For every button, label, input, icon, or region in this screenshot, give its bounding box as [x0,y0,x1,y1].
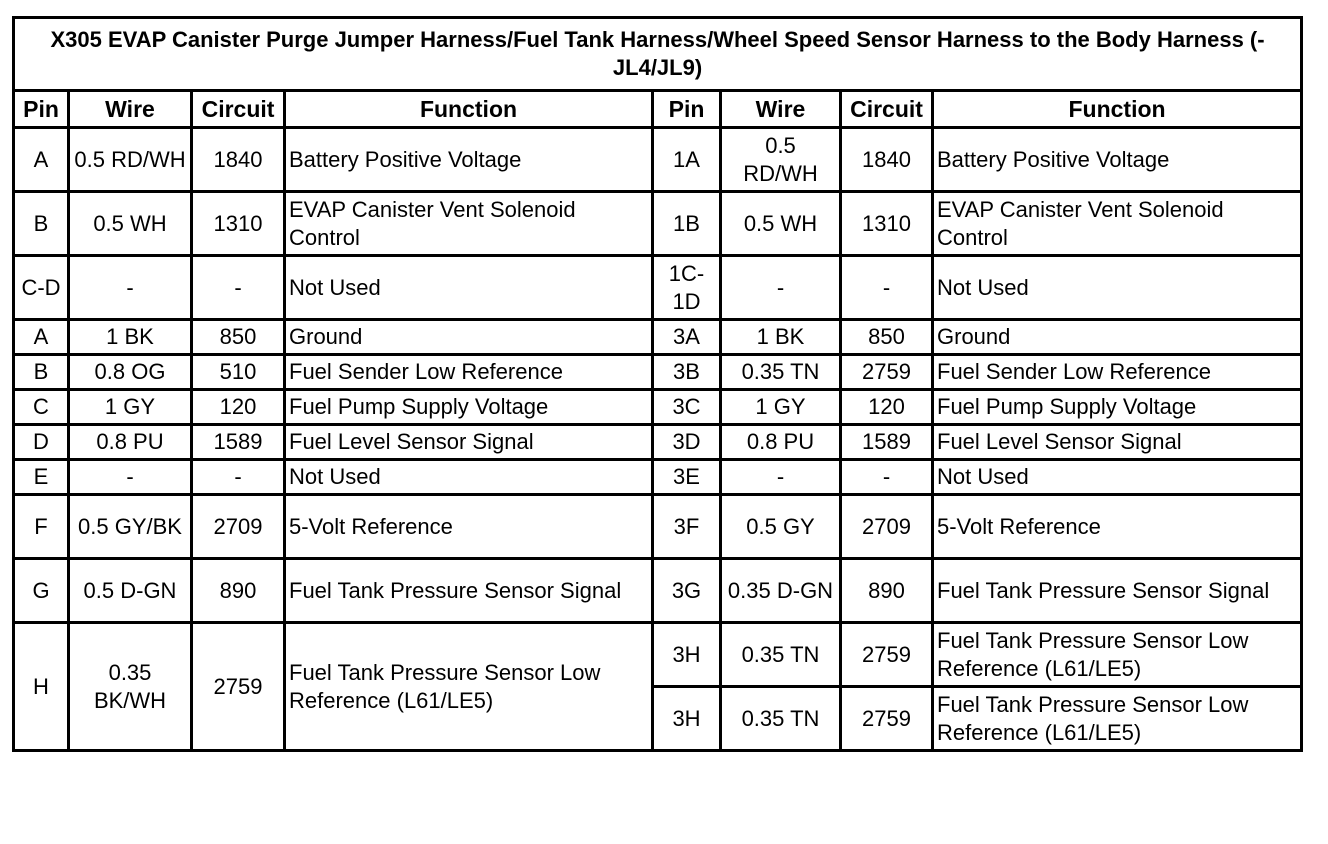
pin-cell: B [14,192,69,256]
circuit-cell: 510 [192,355,285,390]
pin-cell: B [14,355,69,390]
header-wire: Wire [69,91,192,128]
function-cell: Fuel Tank Pressure Sensor Low Reference (L61/LE5) [285,623,653,751]
wire-cell-2: 0.35 TN [721,355,841,390]
pin-cell-2: 3A [653,320,721,355]
circuit-cell-2: 120 [841,390,933,425]
function-cell-2: Fuel Pump Supply Voltage [933,390,1302,425]
wire-cell: 1 BK [69,320,192,355]
wire-cell-2: 0.35 TN [721,687,841,751]
function-cell: Ground [285,320,653,355]
circuit-cell: 120 [192,390,285,425]
table-row [14,390,1302,425]
pin-cell-2: 1A [653,128,721,192]
function-cell: Fuel Sender Low Reference [285,355,653,390]
pin-cell-2: 1C-1D [653,256,721,320]
wire-cell: 0.8 PU [69,425,192,460]
circuit-cell: 2709 [192,495,285,559]
pin-cell-2: 3E [653,460,721,495]
pin-cell: D [14,425,69,460]
pin-cell: H [14,623,69,751]
table-row [14,192,1302,256]
wire-cell: 0.5 GY/BK [69,495,192,559]
table-row [14,256,1302,320]
wire-cell: 0.8 OG [69,355,192,390]
function-cell-2: Fuel Sender Low Reference [933,355,1302,390]
pin-cell: C-D [14,256,69,320]
header-wire-2: Wire [721,91,841,128]
circuit-cell: - [192,256,285,320]
header-pin: Pin [14,91,69,128]
pin-cell-2: 3H [653,687,721,751]
function-cell-2: 5-Volt Reference [933,495,1302,559]
circuit-cell: 2759 [192,623,285,751]
wire-cell: - [69,460,192,495]
table-row [14,460,1302,495]
wire-cell: - [69,256,192,320]
wire-cell-2: 1 BK [721,320,841,355]
function-cell: Fuel Level Sensor Signal [285,425,653,460]
table-title: X305 EVAP Canister Purge Jumper Harness/Fuel Tank Harness/Wheel Speed Sensor Harness to the Body Harness (- JL4/JL9) [14,18,1302,91]
pin-cell-2: 3C [653,390,721,425]
table-row [14,559,1302,623]
function-cell: Fuel Tank Pressure Sensor Signal [285,559,653,623]
pin-cell-2: 3F [653,495,721,559]
circuit-cell-2: 1310 [841,192,933,256]
wire-cell: 1 GY [69,390,192,425]
function-cell: 5-Volt Reference [285,495,653,559]
pin-cell-2: 3B [653,355,721,390]
wire-cell-2: 0.8 PU [721,425,841,460]
circuit-cell: 890 [192,559,285,623]
circuit-cell-2: - [841,256,933,320]
header-circuit-2: Circuit [841,91,933,128]
pin-cell: C [14,390,69,425]
function-cell: Fuel Pump Supply Voltage [285,390,653,425]
function-cell-2: Battery Positive Voltage [933,128,1302,192]
table-row [14,495,1302,559]
pin-cell: A [14,320,69,355]
function-cell-2: Fuel Tank Pressure Sensor Low Reference (L61/LE5) [933,623,1302,687]
function-cell-2: EVAP Canister Vent Solenoid Control [933,192,1302,256]
pin-cell-2: 3D [653,425,721,460]
circuit-cell: - [192,460,285,495]
circuit-cell-2: 850 [841,320,933,355]
circuit-cell: 1310 [192,192,285,256]
header-pin-2: Pin [653,91,721,128]
header-function: Function [285,91,653,128]
wire-cell-2: 1 GY [721,390,841,425]
header-function-2: Function [933,91,1302,128]
pin-cell: E [14,460,69,495]
pin-cell: F [14,495,69,559]
circuit-cell-2: 2759 [841,623,933,687]
function-cell: Not Used [285,460,653,495]
pin-cell-2: 1B [653,192,721,256]
wire-cell: 0.5 RD/WH [69,128,192,192]
function-cell-2: Fuel Level Sensor Signal [933,425,1302,460]
pin-cell-2: 3H [653,623,721,687]
circuit-cell-2: 1840 [841,128,933,192]
table-row [14,623,1302,687]
circuit-cell-2: - [841,460,933,495]
circuit-cell: 850 [192,320,285,355]
circuit-cell-2: 2759 [841,687,933,751]
table-row [14,425,1302,460]
wire-cell-2: - [721,460,841,495]
function-cell-2: Not Used [933,256,1302,320]
function-cell: Not Used [285,256,653,320]
circuit-cell: 1840 [192,128,285,192]
circuit-cell: 1589 [192,425,285,460]
wire-cell-2: - [721,256,841,320]
header-circuit: Circuit [192,91,285,128]
pin-cell: G [14,559,69,623]
circuit-cell-2: 890 [841,559,933,623]
function-cell-2: Fuel Tank Pressure Sensor Low Reference (L61/LE5) [933,687,1302,751]
wire-cell-2: 0.35 D-GN [721,559,841,623]
function-cell-2: Fuel Tank Pressure Sensor Signal [933,559,1302,623]
wire-cell-2: 0.5 RD/WH [721,128,841,192]
function-cell: Battery Positive Voltage [285,128,653,192]
function-cell-2: Ground [933,320,1302,355]
wire-cell: 0.5 WH [69,192,192,256]
circuit-cell-2: 2709 [841,495,933,559]
wire-cell-2: 0.5 GY [721,495,841,559]
wire-cell-2: 0.35 TN [721,623,841,687]
function-cell-2: Not Used [933,460,1302,495]
function-cell: EVAP Canister Vent Solenoid Control [285,192,653,256]
table-row [14,355,1302,390]
table-row [14,320,1302,355]
pin-cell-2: 3G [653,559,721,623]
connector-pinout-table [12,16,1303,752]
wire-cell-2: 0.5 WH [721,192,841,256]
wire-cell: 0.5 D-GN [69,559,192,623]
circuit-cell-2: 2759 [841,355,933,390]
table-row [14,128,1302,192]
wire-cell: 0.35 BK/WH [69,623,192,751]
pin-cell: A [14,128,69,192]
circuit-cell-2: 1589 [841,425,933,460]
